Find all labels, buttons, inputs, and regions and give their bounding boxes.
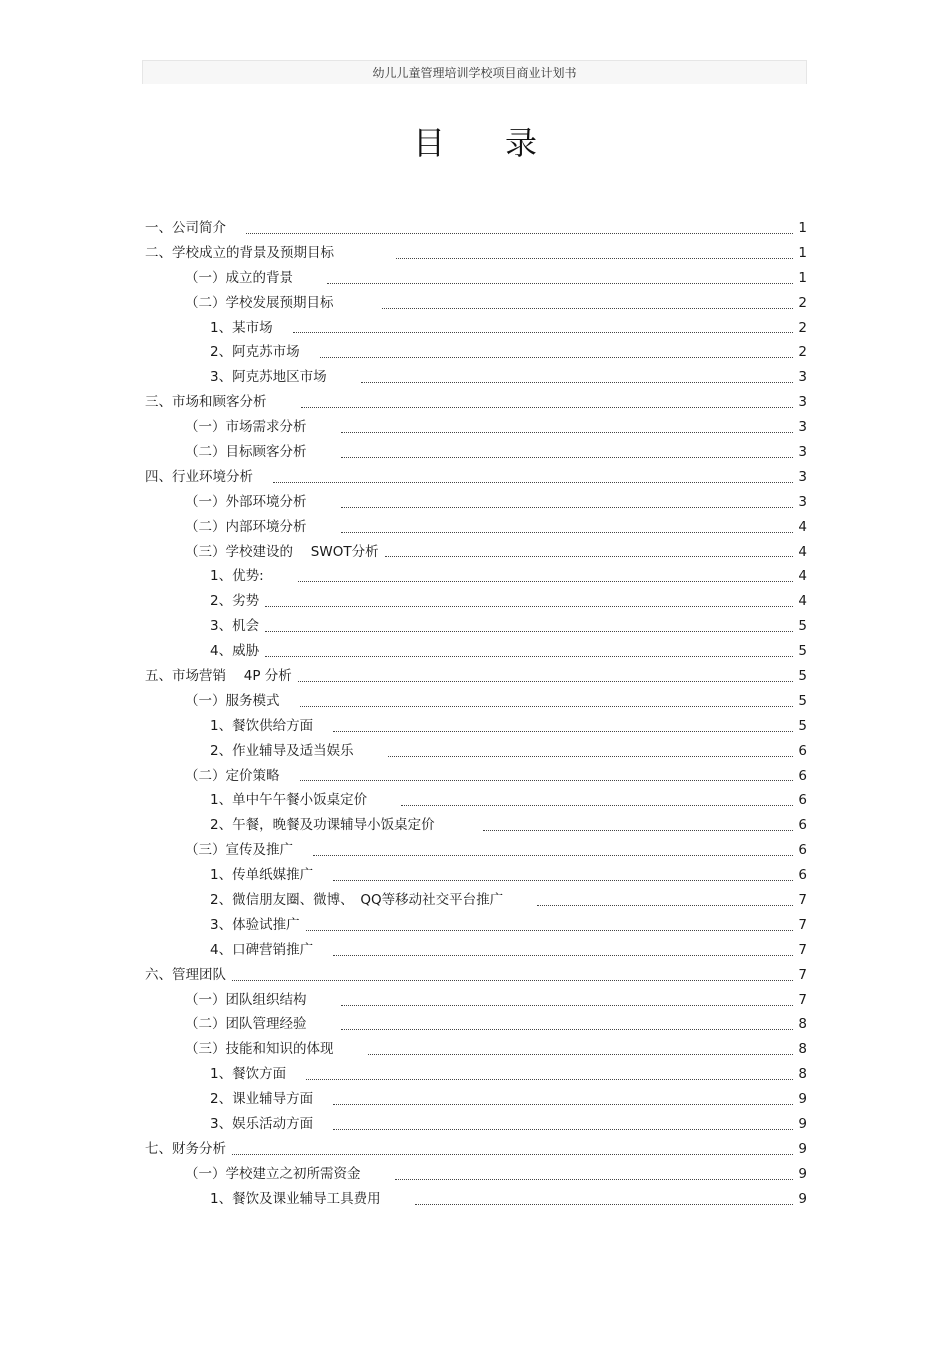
toc-entry[interactable] xyxy=(145,1062,807,1087)
table-of-contents xyxy=(145,216,807,1212)
toc-dot-leader xyxy=(333,955,793,956)
toc-dot-leader xyxy=(306,930,793,931)
toc-entry-label: 七、财务分析 xyxy=(145,1140,226,1157)
toc-page-number: 4 xyxy=(798,518,807,535)
toc-page-number: 3 xyxy=(798,468,807,485)
toc-entry-label: （一）市场需求分析 xyxy=(185,419,307,436)
toc-entry-label: 1、餐饮及课业辅导工具费用 xyxy=(210,1190,381,1207)
toc-dot-leader xyxy=(265,631,793,632)
toc-page-number: 9 xyxy=(798,1190,807,1207)
toc-dot-leader xyxy=(327,283,793,284)
toc-entry-label: 3、体验试推广 xyxy=(210,916,300,933)
toc-entry[interactable] xyxy=(145,764,807,789)
toc-entry[interactable] xyxy=(145,788,807,813)
toc-title: 目录 xyxy=(412,124,597,162)
toc-entry-label: （一）服务模式 xyxy=(185,692,280,709)
toc-entry-label: （三）学校建设的 SWOT分析 xyxy=(185,543,379,560)
toc-entry-label: 2、劣势 xyxy=(210,593,260,610)
toc-entry[interactable] xyxy=(145,340,807,365)
toc-entry-label: 二、学校成立的背景及预期目标 xyxy=(145,244,334,261)
toc-entry[interactable] xyxy=(145,1137,807,1162)
toc-page-number: 8 xyxy=(798,1016,807,1033)
toc-dot-leader xyxy=(396,258,793,259)
toc-entry[interactable] xyxy=(145,1087,807,1112)
toc-entry[interactable] xyxy=(145,316,807,341)
toc-page-number: 7 xyxy=(798,966,807,983)
toc-entry-label: 2、课业辅导方面 xyxy=(210,1091,314,1108)
toc-entry-label: 2、阿克苏市场 xyxy=(210,344,300,361)
toc-entry-label: 三、市场和顾客分析 xyxy=(145,394,267,411)
toc-entry-label: （一）团队组织结构 xyxy=(185,991,307,1008)
toc-page-number: 5 xyxy=(798,717,807,734)
toc-entry[interactable] xyxy=(145,689,807,714)
toc-page-number: 6 xyxy=(798,792,807,809)
toc-entry[interactable] xyxy=(145,1037,807,1062)
toc-dot-leader xyxy=(300,780,794,781)
toc-page-number: 2 xyxy=(798,344,807,361)
toc-entry-label: （二）内部环境分析 xyxy=(185,518,307,535)
toc-entry-label: 2、微信朋友圈、微博、 QQ等移动社交平台推广 xyxy=(210,892,504,909)
toc-page-number: 6 xyxy=(798,817,807,834)
toc-page-number: 3 xyxy=(798,444,807,460)
toc-entry[interactable] xyxy=(145,813,807,838)
toc-entry[interactable] xyxy=(145,540,807,565)
toc-page-number: 4 xyxy=(798,568,807,585)
toc-dot-leader xyxy=(368,1054,794,1055)
toc-page-number: 2 xyxy=(798,294,807,311)
running-header xyxy=(142,60,807,84)
toc-entry-label: （二）定价策略 xyxy=(185,767,280,784)
toc-entry-label: 1、某市场 xyxy=(210,319,273,336)
toc-entry-label: 4、威胁 xyxy=(210,643,260,660)
toc-entry-label: （二）目标顾客分析 xyxy=(185,444,307,460)
toc-dot-leader xyxy=(382,308,794,309)
toc-entry[interactable] xyxy=(145,241,807,266)
toc-entry[interactable] xyxy=(145,291,807,316)
toc-page-number: 9 xyxy=(798,1091,807,1108)
toc-dot-leader xyxy=(341,507,794,508)
toc-entry[interactable] xyxy=(145,714,807,739)
toc-page-number: 5 xyxy=(798,618,807,635)
toc-page-number: 4 xyxy=(798,593,807,610)
toc-dot-leader xyxy=(341,1029,794,1030)
toc-dot-leader xyxy=(388,756,793,757)
toc-dot-leader xyxy=(298,581,793,582)
toc-entry[interactable] xyxy=(145,365,807,390)
toc-entry[interactable] xyxy=(145,888,807,913)
toc-entry[interactable] xyxy=(145,564,807,589)
toc-entry-label: （二）团队管理经验 xyxy=(185,1016,307,1033)
toc-entry-label: 3、机会 xyxy=(210,618,260,635)
toc-page-number: 3 xyxy=(798,419,807,436)
toc-page-number: 9 xyxy=(798,1116,807,1133)
toc-entry[interactable] xyxy=(145,266,807,291)
toc-entry-label: （三）技能和知识的体现 xyxy=(185,1041,334,1058)
toc-page-number: 9 xyxy=(798,1140,807,1157)
toc-entry-label: 六、管理团队 xyxy=(145,966,226,983)
toc-entry[interactable] xyxy=(145,614,807,639)
toc-page-number: 1 xyxy=(798,269,807,286)
toc-page-number: 2 xyxy=(798,319,807,336)
toc-dot-leader xyxy=(333,880,793,881)
toc-page-number: 7 xyxy=(798,916,807,933)
toc-entry[interactable] xyxy=(145,664,807,689)
toc-entry[interactable] xyxy=(145,390,807,415)
toc-dot-leader xyxy=(333,1129,793,1130)
toc-entry-label: 4、口碑营销推广 xyxy=(210,941,314,958)
toc-entry-label: 1、单中午午餐小饭桌定价 xyxy=(210,792,368,809)
toc-dot-leader xyxy=(341,457,794,458)
toc-page-number: 7 xyxy=(798,991,807,1008)
toc-dot-leader xyxy=(313,855,793,856)
toc-entry-label: （一）外部环境分析 xyxy=(185,493,307,510)
toc-page-number: 8 xyxy=(798,1066,807,1083)
toc-page-number: 6 xyxy=(798,867,807,884)
toc-dot-leader xyxy=(246,233,793,234)
toc-page-number: 4 xyxy=(798,543,807,560)
toc-dot-leader xyxy=(333,1104,793,1105)
toc-dot-leader xyxy=(537,905,793,906)
toc-entry-label: （一）学校建立之初所需资金 xyxy=(185,1165,361,1182)
toc-entry[interactable] xyxy=(145,589,807,614)
toc-dot-leader xyxy=(300,706,794,707)
toc-entry[interactable] xyxy=(145,913,807,938)
toc-entry-label: 1、传单纸媒推广 xyxy=(210,867,314,884)
toc-page-number: 5 xyxy=(798,643,807,660)
toc-dot-leader xyxy=(483,830,793,831)
toc-dot-leader xyxy=(265,606,793,607)
toc-entry[interactable] xyxy=(145,863,807,888)
toc-entry[interactable] xyxy=(145,1162,807,1187)
toc-page-number: 6 xyxy=(798,767,807,784)
toc-page-number: 3 xyxy=(798,493,807,510)
running-header-title: 幼儿儿童管理培训学校项目商业计划书 xyxy=(372,66,577,80)
toc-entry[interactable] xyxy=(145,490,807,515)
toc-page-number: 7 xyxy=(798,941,807,958)
toc-entry-label: 五、市场营销 4P 分析 xyxy=(145,668,292,685)
toc-entry[interactable] xyxy=(145,938,807,963)
toc-dot-leader xyxy=(385,556,793,557)
toc-entry[interactable] xyxy=(145,963,807,988)
toc-dot-leader xyxy=(341,532,794,533)
toc-dot-leader xyxy=(293,332,793,333)
toc-entry-label: （二）学校发展预期目标 xyxy=(185,294,334,311)
toc-entry-label: 3、娱乐活动方面 xyxy=(210,1116,314,1133)
toc-page-number: 9 xyxy=(798,1165,807,1182)
toc-page-number: 1 xyxy=(798,244,807,261)
toc-dot-leader xyxy=(301,407,794,408)
toc-page-number: 5 xyxy=(798,668,807,685)
toc-entry-label: 一、公司简介 xyxy=(145,219,226,236)
toc-dot-leader xyxy=(320,357,793,358)
toc-entry-label: 2、午餐，晚餐及功课辅导小饭桌定价 xyxy=(210,817,435,834)
toc-page-number: 6 xyxy=(798,742,807,759)
toc-dot-leader xyxy=(273,482,793,483)
toc-page-number: 8 xyxy=(798,1041,807,1058)
toc-entry-label: 1、优势: xyxy=(210,568,264,585)
toc-entry-label: 四、行业环境分析 xyxy=(145,468,253,485)
toc-entry[interactable] xyxy=(145,639,807,664)
toc-entry-label: （三）宣传及推广 xyxy=(185,842,293,859)
toc-entry[interactable] xyxy=(145,465,807,490)
toc-page-number: 6 xyxy=(798,842,807,859)
toc-page-number: 1 xyxy=(798,219,807,236)
toc-entry[interactable] xyxy=(145,988,807,1013)
toc-entry-label: （一）成立的背景 xyxy=(185,269,293,286)
toc-page-number: 3 xyxy=(798,369,807,386)
toc-dot-leader xyxy=(395,1179,794,1180)
toc-dot-leader xyxy=(401,805,793,806)
toc-dot-leader xyxy=(341,432,794,433)
toc-page-number: 5 xyxy=(798,692,807,709)
toc-entry[interactable] xyxy=(145,739,807,764)
toc-entry[interactable] xyxy=(145,415,807,440)
toc-entry[interactable] xyxy=(145,1013,807,1038)
toc-dot-leader xyxy=(265,656,793,657)
toc-page-number: 7 xyxy=(798,892,807,909)
toc-dot-leader xyxy=(341,1005,794,1006)
toc-entry-label: 1、餐饮方面 xyxy=(210,1066,287,1083)
toc-entry[interactable] xyxy=(145,838,807,863)
toc-dot-leader xyxy=(298,681,793,682)
toc-entry-label: 2、作业辅导及适当娱乐 xyxy=(210,742,354,759)
toc-dot-leader xyxy=(232,1154,793,1155)
toc-entry[interactable] xyxy=(145,515,807,540)
toc-dot-leader xyxy=(232,980,793,981)
toc-dot-leader xyxy=(361,382,793,383)
toc-entry[interactable] xyxy=(145,440,807,465)
toc-dot-leader xyxy=(415,1204,793,1205)
toc-entry[interactable] xyxy=(145,216,807,241)
toc-page-number: 3 xyxy=(798,394,807,411)
toc-entry-label: 1、餐饮供给方面 xyxy=(210,717,314,734)
toc-entry-label: 3、阿克苏地区市场 xyxy=(210,369,327,386)
toc-entry[interactable] xyxy=(145,1187,807,1212)
toc-entry[interactable] xyxy=(145,1112,807,1137)
toc-dot-leader xyxy=(333,731,793,732)
toc-dot-leader xyxy=(306,1079,793,1080)
